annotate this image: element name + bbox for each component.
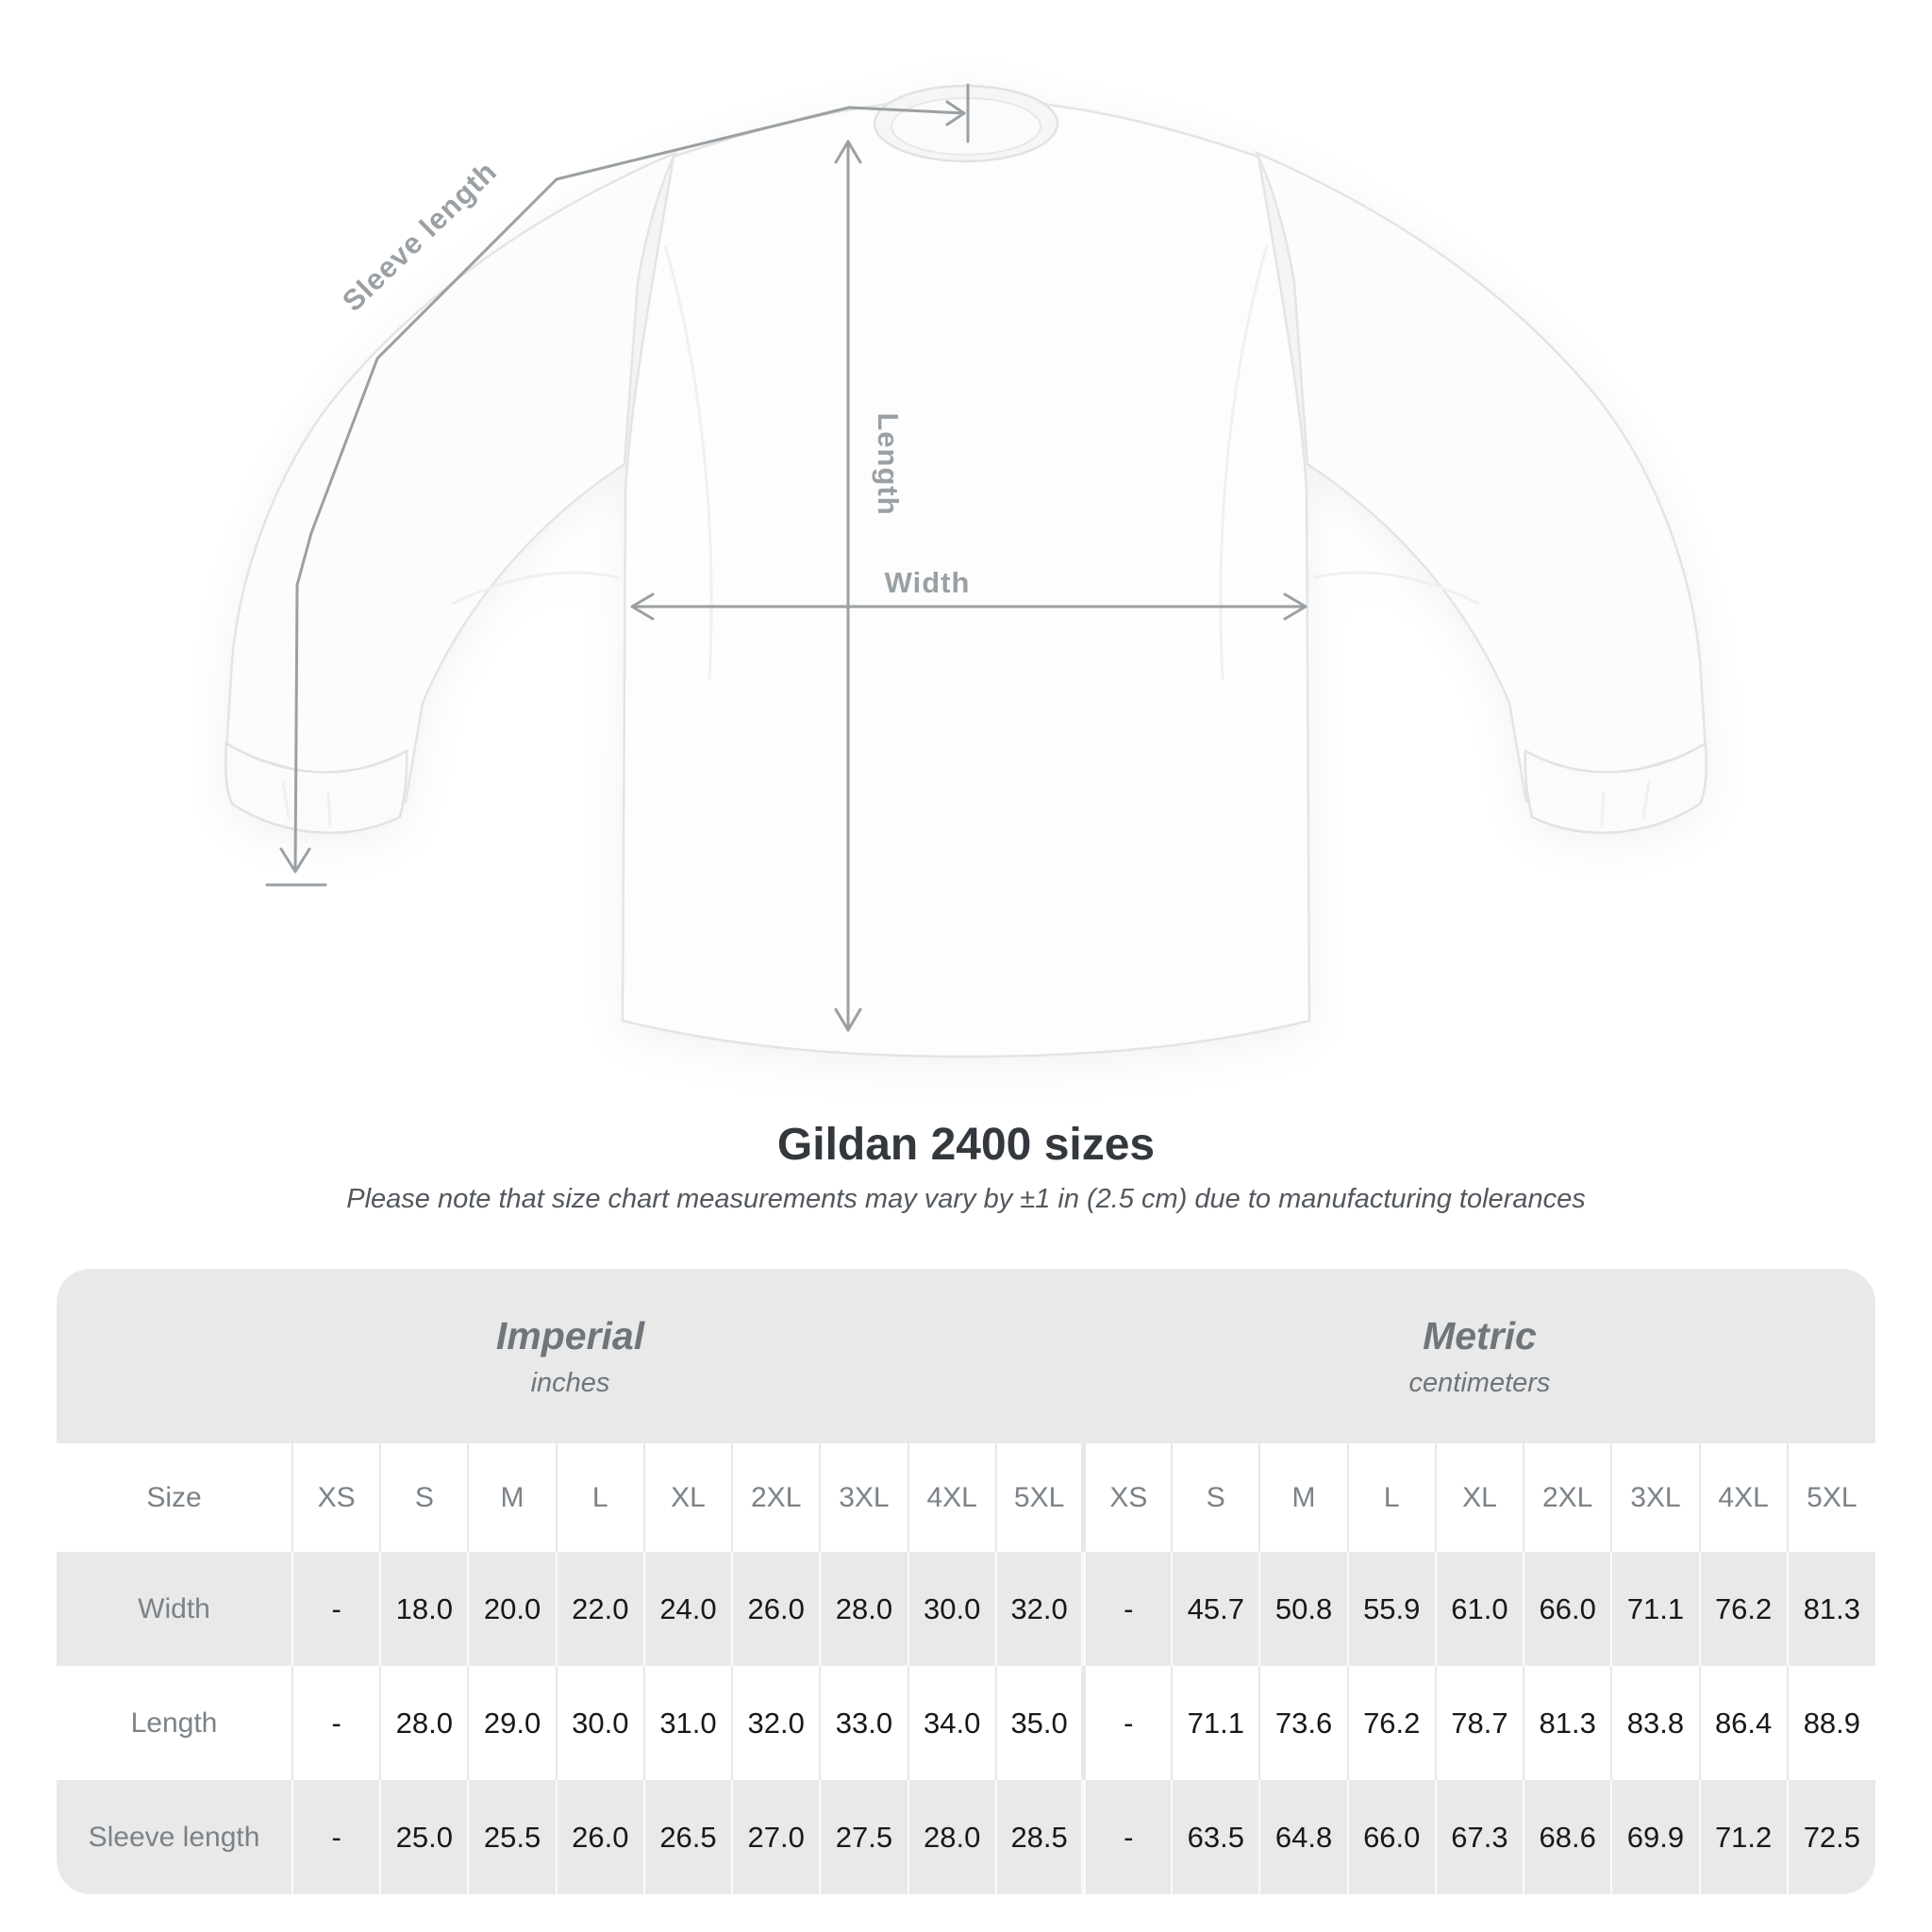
measurement-cell: 28.0 [908,1780,996,1894]
measurement-cell: 27.5 [820,1780,908,1894]
measurement-cell: - [292,1780,380,1894]
size-column-header: XL [644,1443,732,1552]
size-column-header: M [1259,1443,1347,1552]
length-label: Length [872,412,905,516]
measurement-cell: 64.8 [1259,1780,1347,1894]
measurement-cell: 71.1 [1611,1552,1699,1666]
measurement-cell: - [292,1666,380,1780]
measurement-cell: 24.0 [644,1552,732,1666]
measurement-cell: 25.5 [468,1780,556,1894]
size-column-header: S [380,1443,468,1552]
measurement-cell: 81.3 [1788,1552,1875,1666]
size-column-header: S [1172,1443,1259,1552]
measurement-cell: 33.0 [820,1666,908,1780]
measurement-cell: - [292,1552,380,1666]
measurement-cell: 76.2 [1348,1666,1436,1780]
page-title: Gildan 2400 sizes [776,1120,1156,1170]
measurement-cell: 35.0 [996,1666,1084,1780]
measurement-cell: 18.0 [380,1552,468,1666]
size-column-header: L [557,1443,644,1552]
measurement-cell: 28.5 [996,1780,1084,1894]
measurement-cell: 26.5 [644,1780,732,1894]
measurement-cell: 27.0 [732,1780,820,1894]
measurement-cell: 78.7 [1436,1666,1524,1780]
measurement-cell: 61.0 [1436,1552,1524,1666]
measurement-cell: 34.0 [908,1666,996,1780]
unit-group-row [57,1269,1875,1443]
measurement-cell: 81.3 [1524,1666,1611,1780]
measurement-cell: 50.8 [1259,1552,1347,1666]
measurement-cell: 32.0 [996,1552,1084,1666]
heading [0,1119,1932,1215]
measurement-cell: 83.8 [1611,1666,1699,1780]
table-row-sleeve-length [57,1780,1875,1894]
table-row-length [57,1666,1875,1780]
measurement-cell: 66.0 [1524,1552,1611,1666]
measurement-cell: 45.7 [1172,1552,1259,1666]
measurement-cell: 67.3 [1436,1780,1524,1894]
metric-unit: centimeters [1408,1367,1551,1398]
measurement-cell: 22.0 [557,1552,644,1666]
size-column-header: 3XL [820,1443,908,1552]
measurement-cell: 30.0 [557,1666,644,1780]
sleeve-length-label: Sleeve length [335,154,504,318]
size-column-header: XS [292,1443,380,1552]
measurement-cell: 28.0 [820,1552,908,1666]
metric-group-header [1084,1269,1875,1443]
size-corner-header: Size [146,1481,202,1513]
row-label: Length [130,1707,218,1739]
measurement-cell: 66.0 [1348,1780,1436,1894]
measurement-cell: 68.6 [1524,1780,1611,1894]
imperial-unit: inches [530,1367,610,1398]
size-header-row [57,1443,1875,1552]
measurement-cell: 30.0 [908,1552,996,1666]
measurement-cell: 71.2 [1700,1780,1788,1894]
measurement-cell: 88.9 [1788,1666,1875,1780]
imperial-label: Imperial [495,1314,645,1358]
measurement-cell: 29.0 [468,1666,556,1780]
size-column-header: 2XL [732,1443,820,1552]
size-column-header: 2XL [1524,1443,1611,1552]
size-column-header: 4XL [1700,1443,1788,1552]
measurement-cell: 32.0 [732,1666,820,1780]
size-column-header: L [1348,1443,1436,1552]
size-column-header: 5XL [1788,1443,1875,1552]
size-table [57,1269,1875,1894]
measurement-cell: 28.0 [380,1666,468,1780]
measurement-cell: 72.5 [1788,1780,1875,1894]
measurement-cell: 31.0 [644,1666,732,1780]
size-column-header: XL [1436,1443,1524,1552]
width-label: Width [884,566,971,599]
row-label: Width [138,1592,210,1624]
size-column-header: XS [1084,1443,1172,1552]
measurement-cell: 26.0 [732,1552,820,1666]
left-sleeve [226,153,675,802]
measurement-cell: - [1084,1552,1172,1666]
row-label: Sleeve length [88,1821,260,1853]
size-column-header: 4XL [908,1443,996,1552]
measurement-cell: 76.2 [1700,1552,1788,1666]
collar-inner [891,98,1041,155]
imperial-group-header [57,1269,1084,1443]
measurement-cell: - [1084,1666,1172,1780]
right-sleeve [1257,153,1706,802]
measurement-cell: 86.4 [1700,1666,1788,1780]
measurement-cell: 69.9 [1611,1780,1699,1894]
tolerance-note: Please note that size chart measurements may vary by ±1 in (2.5 cm) due to manufacturing tolerances [346,1184,1586,1215]
measurement-cell: 25.0 [380,1780,468,1894]
measurement-cell: 55.9 [1348,1552,1436,1666]
measurement-cell: 26.0 [557,1780,644,1894]
measurement-cell: - [1084,1780,1172,1894]
size-column-header: 5XL [996,1443,1084,1552]
measurement-cell: 63.5 [1172,1780,1259,1894]
measurement-cell: 20.0 [468,1552,556,1666]
table-row-width [57,1552,1875,1666]
measurement-cell: 73.6 [1259,1666,1347,1780]
metric-label: Metric [1423,1314,1537,1358]
size-table-container [57,1269,1875,1894]
size-column-header: M [468,1443,556,1552]
measurement-cell: 71.1 [1172,1666,1259,1780]
size-column-header: 3XL [1611,1443,1699,1552]
